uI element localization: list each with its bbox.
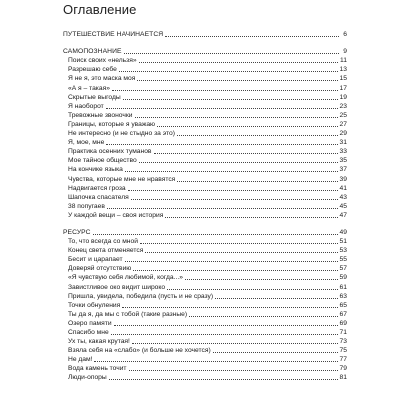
dot-leader (140, 243, 338, 244)
dot-leader (124, 53, 339, 54)
page-number: 69 (339, 319, 347, 327)
toc-entry[interactable] (63, 174, 347, 183)
dot-leader (129, 370, 338, 371)
toc-entry[interactable] (63, 120, 347, 129)
page-number: 13 (339, 66, 347, 74)
dot-leader (154, 153, 338, 154)
page-number: 73 (339, 338, 347, 346)
entry-title: Пришла, увидела, победила (пусть и не сразу) (68, 292, 214, 300)
toc-entry[interactable] (63, 93, 347, 102)
toc-entry[interactable] (63, 65, 347, 74)
page-number: 15 (339, 75, 347, 83)
toc-entry[interactable] (63, 355, 347, 364)
dot-leader (157, 126, 337, 127)
toc-entry[interactable] (63, 102, 347, 111)
dot-leader (131, 199, 338, 200)
entry-title: Не дам! (68, 356, 93, 364)
toc-entry[interactable] (63, 156, 347, 165)
entry-title: Практика осенних туманов (68, 148, 152, 156)
page-number: 57 (339, 265, 347, 273)
entry-title: Я не я, это маска моя (68, 75, 136, 83)
dot-leader (125, 171, 338, 172)
entry-title: На кончике языка (68, 166, 123, 174)
page-number: 67 (339, 310, 347, 318)
entry-title: Точки обнуления (68, 301, 121, 309)
page-number: 45 (339, 202, 347, 210)
entry-title: Ух ты, какая крутая! (68, 338, 130, 346)
page-number: 6 (340, 31, 347, 39)
toc-entry[interactable] (63, 56, 347, 65)
toc-section-resource[interactable] (63, 228, 347, 237)
entry-title: 38 попугаев (68, 202, 105, 210)
entry-title: То, что всегда со мной (68, 238, 138, 246)
dot-leader (132, 343, 338, 344)
page-title: Оглавление (63, 2, 137, 17)
toc-entry[interactable] (63, 184, 347, 193)
dot-leader (165, 217, 337, 218)
resource-items (63, 237, 347, 383)
page-number: 31 (339, 139, 347, 147)
dot-leader (119, 71, 338, 72)
section-title: САМОПОЗНАНИЕ (63, 48, 122, 56)
page-number: 35 (339, 157, 347, 165)
toc-entry[interactable] (63, 165, 347, 174)
dot-leader (111, 334, 338, 335)
page-number: 19 (339, 93, 347, 101)
toc-entry[interactable] (63, 138, 347, 147)
page-number: 75 (339, 347, 347, 355)
toc-entry[interactable] (63, 147, 347, 156)
page-number: 79 (339, 365, 347, 373)
dot-leader (93, 234, 338, 235)
entry-title: Я, мое, мне (68, 139, 105, 147)
toc-entry[interactable] (63, 211, 347, 220)
entry-title: Скрытые выгоды (68, 93, 121, 101)
dot-leader (122, 307, 337, 308)
entry-title: Доверяй отсутствию (68, 265, 132, 273)
dot-leader (139, 62, 338, 63)
section-title: ПУТЕШЕСТВИЕ НАЧИНАЕТСЯ (63, 31, 164, 39)
entry-title: Взяла себя на «слабо» (и больше не хочется) (68, 347, 211, 355)
dot-leader (137, 80, 337, 81)
dot-leader (165, 36, 339, 37)
dot-leader (215, 298, 337, 299)
dot-leader (213, 352, 338, 353)
toc-entry[interactable] (63, 246, 347, 255)
page-number: 55 (339, 256, 347, 264)
dot-leader (145, 252, 337, 253)
dot-leader (133, 270, 337, 271)
toc-entry[interactable] (63, 319, 347, 328)
page-number: 41 (339, 184, 347, 192)
entry-title: Спасибо мне (68, 329, 109, 336)
entry-title: Разрешаю себе (68, 66, 117, 74)
dot-leader (106, 144, 337, 145)
dot-leader (123, 99, 338, 100)
page-number: 71 (339, 329, 347, 336)
dot-leader (106, 108, 338, 109)
entry-title: Шапочка спасателя (68, 193, 129, 201)
dot-leader (109, 379, 338, 380)
entry-title: Чувства, которые мне не нравятся (68, 175, 176, 183)
table-of-contents (63, 30, 347, 382)
page-number: 61 (339, 283, 347, 291)
toc-entry[interactable] (63, 328, 347, 337)
entry-title: Завистливое око видит широко (68, 283, 166, 291)
entry-title: Не интересно (и не стыдно за это) (68, 130, 175, 138)
page-number: 33 (339, 148, 347, 156)
page-number: 65 (339, 301, 347, 309)
entry-title: Надвигается гроза (68, 184, 126, 192)
entry-title: Поиск своих «нельзя» (68, 57, 137, 65)
entry-title: У каждой вещи – своя история (68, 211, 164, 219)
toc-entry[interactable] (63, 364, 347, 373)
toc-entry[interactable] (63, 74, 347, 83)
dot-leader (189, 316, 337, 317)
dot-leader (185, 279, 338, 280)
toc-entry[interactable] (63, 310, 347, 319)
page-number: 43 (339, 193, 347, 201)
self-knowledge-items (63, 56, 347, 220)
dot-leader (177, 181, 337, 182)
dot-leader (128, 190, 338, 191)
page-number: 77 (339, 356, 347, 364)
toc-section-journey[interactable] (63, 30, 347, 39)
toc-entry[interactable] (63, 255, 347, 264)
dot-leader (139, 162, 338, 163)
toc-entry[interactable] (63, 129, 347, 138)
entry-title: Люди-опоры (68, 374, 107, 382)
page-number: 59 (339, 274, 347, 282)
toc-entry[interactable] (63, 373, 347, 382)
entry-title: Ты да я, да мы с тобой (такие разные) (68, 310, 188, 318)
dot-leader (114, 325, 338, 326)
toc-entry[interactable] (63, 264, 347, 273)
entry-title: Я наоборот (68, 102, 104, 110)
toc-entry[interactable] (63, 237, 347, 246)
page-number: 37 (339, 166, 347, 174)
entry-title: «Я чувствую себя любимой, когда...» (68, 274, 183, 282)
toc-entry[interactable] (63, 337, 347, 346)
page-number: 17 (339, 84, 347, 92)
dot-leader (135, 117, 338, 118)
page-number: 51 (339, 238, 347, 246)
toc-entry[interactable] (63, 202, 347, 211)
toc-entry[interactable] (63, 273, 347, 282)
page-number: 47 (339, 211, 347, 219)
toc-entry[interactable] (63, 83, 347, 92)
dot-leader (107, 208, 338, 209)
dot-leader (125, 261, 338, 262)
dot-leader (167, 289, 337, 290)
dot-leader (94, 361, 337, 362)
entry-title: Конец света отменяется (68, 247, 144, 255)
page-number: 63 (339, 292, 347, 300)
section-title: РЕСУРС (63, 228, 91, 236)
dot-leader (112, 90, 338, 91)
entry-title: Мое тайное общество (68, 157, 137, 165)
entry-title: Бесит и царапает (68, 256, 123, 264)
toc-entry[interactable] (63, 301, 347, 310)
page-number: 23 (339, 102, 347, 110)
dot-leader (177, 135, 338, 136)
page-number: 25 (339, 111, 347, 119)
page-number: 49 (339, 228, 347, 236)
page-number: 29 (339, 130, 347, 138)
toc-section-self-knowledge[interactable] (63, 47, 347, 56)
toc-entry[interactable] (63, 346, 347, 355)
page-number: 39 (339, 175, 347, 183)
toc-entry[interactable] (63, 282, 347, 291)
entry-title: Вода камень точит (68, 365, 127, 373)
entry-title: Озеро памяти (68, 319, 112, 327)
toc-entry[interactable] (63, 111, 347, 120)
toc-entry[interactable] (63, 193, 347, 202)
page-number: 53 (339, 247, 347, 255)
page-number: 81 (339, 374, 347, 382)
toc-entry[interactable] (63, 292, 347, 301)
page-number: 9 (340, 48, 347, 56)
entry-title: Тревожные звоночки (68, 111, 133, 119)
entry-title: «А я – такая» (68, 84, 110, 92)
page-number: 27 (339, 120, 347, 128)
page-number: 11 (340, 57, 347, 65)
entry-title: Границы, которые я уважаю (68, 120, 156, 128)
